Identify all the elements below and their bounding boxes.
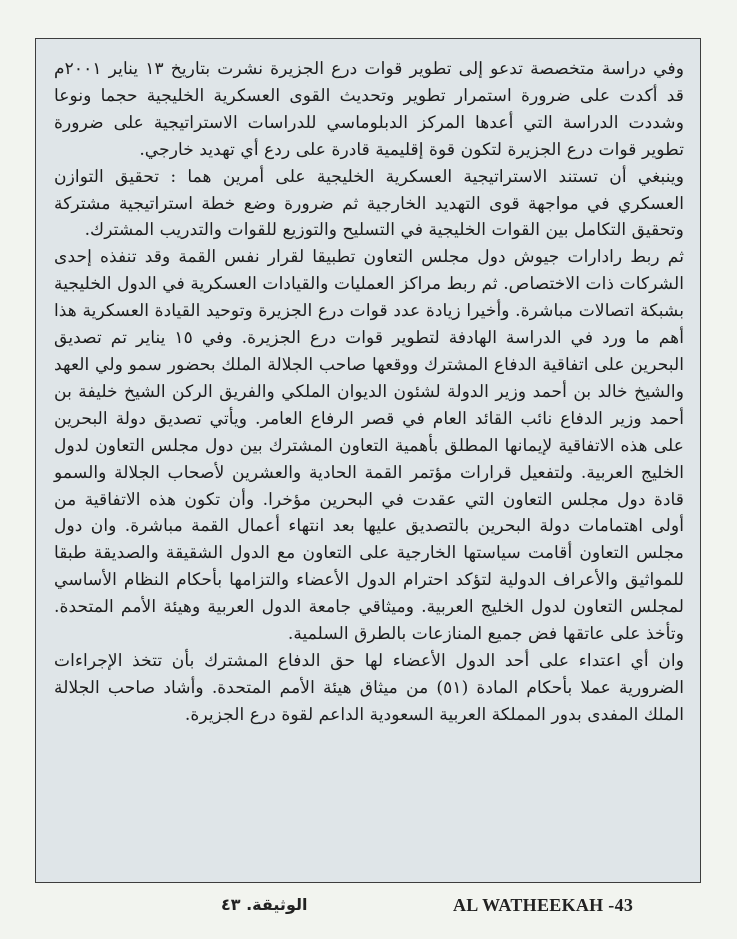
paragraph-2: وينبغي أن تستند الاستراتيجية العسكرية الخليجية على أمرين هما : تحقيق التوازن العسكري في مواجهة قوى التهديد الخارجية ثم ضرورة وضع خطة استراتيجية مشتركة وتحقيق التكامل بين القوات الخليجية في التسليح والتوزيع للقوات والتدريب المشترك.	[54, 166, 684, 241]
paragraph-4: وان أي اعتداء على أحد الدول الأعضاء لها حق الدفاع المشترك بأن تتخذ الإجراءات الضرورية عملا بأحكام المادة (٥١) من ميثاق هيئة الأمم المتحدة. وأشاد صاحب الجلالة الملك المفدى بدور المملكة العربية السعودية الداعم لقوة درع الجزيرة.	[54, 650, 684, 725]
paragraph-1: وفي دراسة متخصصة تدعو إلى تطوير قوات درع الجزيرة نشرت بتاريخ ١٣ يناير ٢٠٠١م قد أكدت على ضرورة استمرار تطوير وتحديث القوى العسكرية الخليجية حجما ونوعا وشددت الدراسة التي أعدها المركز الدبلوماسي للدراسات الاستراتيجية على ضرورة تطوير قوات درع الجزيرة لتكون قوة إقليمية قادرة على ردع أي تهديد خارجي.	[54, 59, 685, 160]
article-body	[54, 56, 684, 729]
paragraph-3: ثم ربط رادارات جيوش دول مجلس التعاون تطبيقا لقرار نفس القمة وقد تنفذه إحدى الشركات ذات الاختصاص. ثم ربط مراكز العمليات والقيادات العسكرية في الدول الخليجية بشبكة اتصالات مباشرة. وأخيرا زيادة عدد قوات درع الجزيرة وتوحيد القيادة العسكرية هذا أهم ما ورد في الدراسة الهادفة لتطوير قوات درع الجزيرة. وفي ١٥ يناير تم تصديق البحرين على اتفاقية الدفاع المشترك ووقعها صاحب الجلالة الملك بحضور سمو ولي العهد والشيخ خالد بن أحمد وزير الدولة لشئون الديوان الملكي والفريق الركن الشيخ خليفة بن أحمد وزير الدفاع نائب القائد العام في قصر الرفاع العامر. ويأتي تصديق دولة البحرين على هذه الاتفاقية لإيمانها المطلق بأهمية التعاون المشترك بين دول مجلس التعاون لدول الخليج العربية. ولتفعيل قرارات مؤتمر القمة الحادية والعشرين لأصحاب الجلالة والسمو قادة دول مجلس التعاون التي عقدت في البحرين مؤخرا. وأن تكون هذه الاتفاقية من أولى اهتمامات دولة البحرين بالتصديق عليها بعد انتهاء أعمال القمة مباشرة. وان دول مجلس التعاون أقامت سياستها الخارجية على التعاون مع الدول الشقيقة والصديقة طبقا للمواثيق والأعراف الدولية لتؤكد احترام الدول الأعضاء والتزامها بأحكام النظام الأساسي لمجلس التعاون لدول الخليج العربية. وميثاقي جامعة الدول العربية وهيئة الأمم المتحدة. وتأخذ على عاتقها فض جميع المنازعات بالطرق السلمية.	[54, 247, 684, 645]
footer-arabic-title: الوثيقة. ٤٣	[221, 895, 308, 914]
page-footer	[35, 893, 701, 923]
footer-latin-title: AL WATHEEKAH -43	[453, 895, 634, 915]
